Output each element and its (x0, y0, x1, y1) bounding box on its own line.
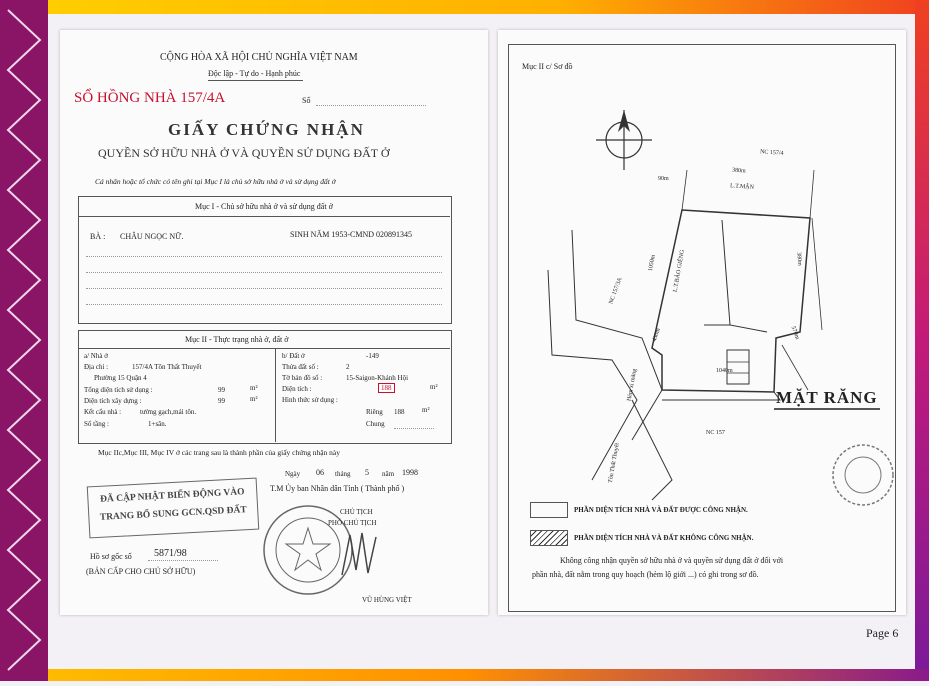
file-label: Hồ sơ gốc số (90, 552, 132, 561)
chairman-title: CHỦ TỊCH (340, 508, 373, 516)
build-area-value: 99 (218, 397, 225, 405)
zigzag-pattern-icon (0, 0, 48, 681)
floor-area-label: Tổng diện tích sử dụng : (84, 386, 153, 394)
owner-info: SINH NĂM 1953-CMND 020891345 (290, 230, 413, 239)
floor-area-unit: m² (250, 384, 258, 392)
section2-vertical-divider (275, 348, 276, 442)
neighbor-left: L.T.BẢO GIÊNG (672, 249, 687, 293)
dim-left: 1050m (647, 254, 657, 272)
area-value: 188 (378, 383, 395, 393)
section1-divider (78, 216, 450, 217)
structure-label: Kết cấu nhà : (84, 408, 122, 416)
label-bottom: NC 157 (706, 430, 725, 436)
floors-label: Số tầng : (84, 420, 109, 428)
date-year: 1998 (402, 468, 418, 477)
copy-label: (BẢN CẤP CHO CHỦ SỞ HỮU) (86, 567, 196, 576)
dim-diag: 430m (651, 327, 662, 343)
north-arrow-icon (596, 110, 652, 170)
label-nc-left: NC 157/3A (608, 276, 624, 306)
address-label: Địa chỉ : (84, 363, 109, 371)
signature-icon (332, 525, 392, 585)
header-motto: Độc lập - Tự do - Hạnh phúc (208, 69, 301, 78)
page-number: Page 6 (866, 626, 899, 640)
usage-label: Hình thức sử dụng : (282, 396, 338, 404)
common-dotline (394, 428, 434, 429)
header-republic: CỘNG HÒA XÃ HỘI CHỦ NGHĨA VIỆT NAM (160, 52, 358, 63)
authority: T.M Ủy ban Nhân dân Tỉnh ( Thành phố ) (270, 484, 405, 493)
private-value: 188 (394, 408, 405, 416)
dim-left-top: 90m (658, 176, 669, 182)
legend-not-recognized-swatch (530, 530, 568, 546)
section1-title: Mục I - Chủ sở hữu nhà ở và sử dụng đất ở (195, 202, 333, 211)
plot-label: Thửa đất số : (282, 363, 319, 371)
stamp-line-2: TRANG BỔ SUNG GCN.QSD ĐẤT (99, 505, 247, 523)
owner-dotline-1 (86, 256, 442, 257)
owner-dotline-2 (86, 272, 442, 273)
date-prefix: Ngày (285, 470, 301, 478)
circular-stamp-icon (828, 440, 898, 510)
label-top: NC 157/4 (759, 149, 784, 157)
section-note: Mục IIc,Mục III, Mục IV ở các trang sau là thành phần của giấy chứng nhận này (98, 448, 340, 457)
build-area-unit: m² (250, 395, 258, 403)
right-document-page (498, 30, 906, 615)
intro-text: Cá nhân hoặc tổ chức có tên ghi tại Mục I là chủ sở hữu nhà ở và sử dụng đất ở (95, 177, 336, 186)
signer-name: VŨ HÙNG VIỆT (362, 596, 412, 604)
top-stripe (0, 0, 929, 14)
build-area-label: Diện tích xây dựng : (84, 397, 142, 405)
date-day: 06 (316, 468, 324, 477)
so-hong-label: SỔ HỒNG NHÀ 157/4A (74, 90, 226, 106)
note-line-2: phần nhà, đất nằm trong quy hoạch (hẻm lộ giới ...) có ghi trong sơ đồ. (532, 570, 759, 579)
dim-right-low: 570m (789, 325, 800, 341)
diagram-section-title: Mục II c/ Sơ đồ (522, 62, 573, 71)
land-code: -149 (366, 352, 379, 360)
date-year-label: năm (382, 470, 395, 478)
alley-label: Hẻm xi măng (626, 368, 639, 402)
owner-dotline-4 (86, 304, 442, 305)
area-label: Diện tích : (282, 385, 312, 393)
certificate-subtitle: QUYỀN SỞ HỮU NHÀ Ở VÀ QUYỀN SỬ DỤNG ĐẤT Ở (98, 146, 390, 160)
owner-prefix: BÀ : (90, 232, 106, 241)
right-stripe (915, 0, 929, 681)
motto-underline (208, 80, 303, 81)
date-month: 5 (365, 468, 369, 477)
neighbor-top: L.T.MẬN (729, 183, 755, 191)
owner-dotline-3 (86, 288, 442, 289)
dim-bottom: 1040m (716, 368, 733, 374)
note-line-1: Không công nhận quyền sở hữu nhà ở và quyền sử dụng đất ở đối với (560, 556, 784, 565)
section2-divider (78, 348, 450, 349)
date-month-label: tháng (335, 470, 351, 478)
land-label: b/ Đất ở (282, 352, 305, 360)
update-stamp (87, 478, 259, 539)
mat-rang-label: MẶT RĂNG (776, 388, 878, 407)
map-value: 15-Saigon-Khánh Hội (346, 374, 409, 382)
plot-value: 2 (346, 363, 350, 371)
serial-label: Số (302, 96, 311, 105)
vice-chairman: PHÓ CHỦ TỊCH (328, 519, 377, 527)
floor-area-value: 99 (218, 386, 225, 394)
section2-title: Mục II - Thực trạng nhà ở, đất ở (185, 335, 289, 344)
ward-value: Phường 15 Quận 4 (94, 374, 147, 382)
left-document-page (60, 30, 488, 615)
mat-rang-underline (774, 408, 880, 410)
owner-name: CHÂU NGỌC NỮ. (120, 232, 184, 241)
legend-recognized-swatch (530, 502, 568, 518)
file-value: 5871/98 (154, 548, 187, 559)
left-zigzag-border (0, 0, 48, 681)
street-label: Tôn Thất Thuyết (607, 442, 621, 484)
legend-not-recognized: PHẦN DIỆN TÍCH NHÀ VÀ ĐẤT KHÔNG CÔNG NHẬN. (574, 534, 754, 542)
bottom-stripe (0, 669, 929, 681)
house-label: a/ Nhà ở (84, 352, 108, 360)
area-unit: m² (430, 383, 438, 391)
address-value: 157/4A Tôn Thất Thuyết (132, 363, 202, 371)
certificate-title: GIẤY CHỨNG NHẬN (168, 120, 365, 139)
file-dotline (148, 560, 218, 561)
legend-recognized: PHẦN DIỆN TÍCH NHÀ VÀ ĐẤT ĐƯỢC CÔNG NHẬN. (574, 506, 748, 514)
serial-dotline (316, 105, 426, 106)
common-label: Chung (366, 420, 385, 428)
structure-value: tường gạch,mái tôn. (140, 408, 197, 416)
private-unit: m² (422, 406, 430, 414)
floors-value: 1+sân. (148, 420, 167, 428)
map-label: Tờ bản đồ số : (282, 374, 323, 382)
stamp-line-1: ĐÃ CẬP NHẬT BIẾN ĐỘNG VÀO (99, 487, 245, 505)
private-label: Riêng (366, 408, 383, 416)
dim-top: 380m (731, 167, 746, 175)
dim-right: 380m (795, 251, 803, 267)
